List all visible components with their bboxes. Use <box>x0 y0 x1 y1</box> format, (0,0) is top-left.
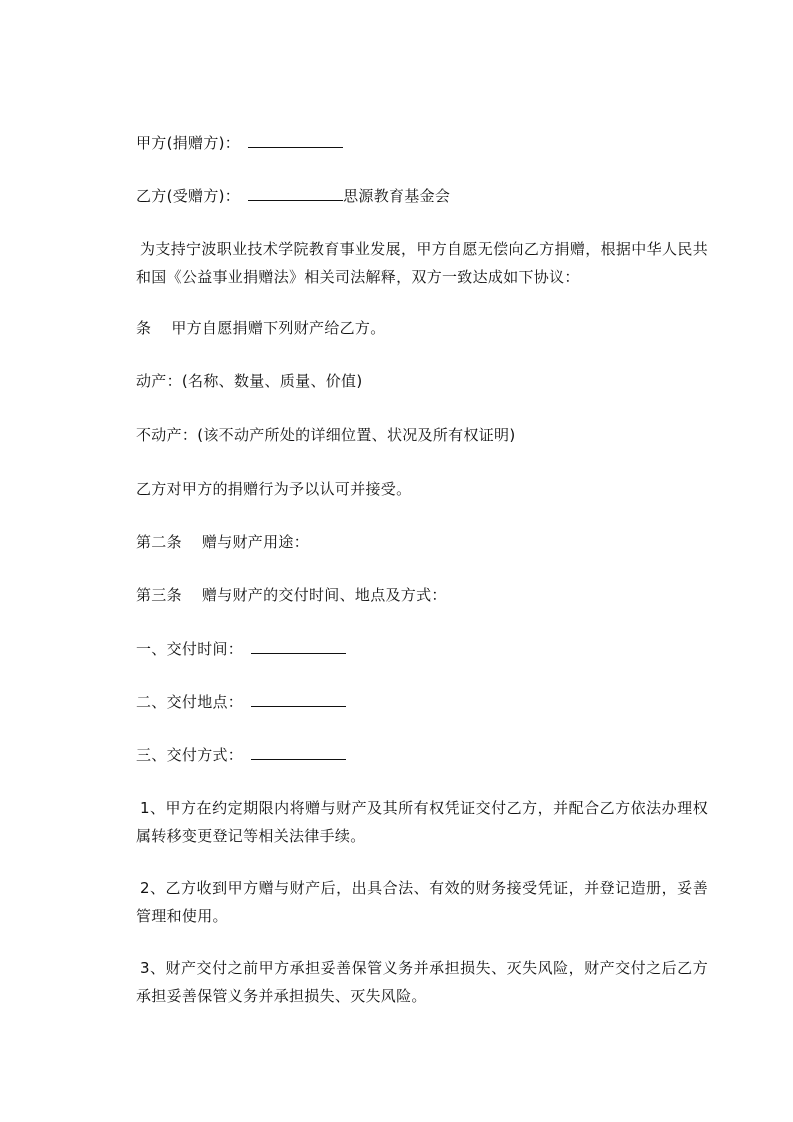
article-3-text: 赠与财产的交付时间、地点及方式： <box>201 586 447 604</box>
clause-1: 1、甲方在约定期限内将赠与财产及其所有权凭证交付乙方，并配合乙方依法办理权属转移变更登记等相关法律手续。 <box>136 799 708 845</box>
delivery-time-line <box>136 639 346 658</box>
article-3-title: 第三条 <box>136 586 182 604</box>
party-b-line <box>136 186 450 205</box>
delivery-method-blank <box>251 745 346 760</box>
delivery-time-label: 一、交付时间： <box>136 640 244 658</box>
delivery-time-blank <box>251 639 346 654</box>
party-b-blank <box>248 186 343 201</box>
clause-2: 2、乙方收到甲方赠与财产后，出具合法、有效的财务接受凭证，并登记造册，妥善管理和使用。 <box>136 879 708 925</box>
article-2-title: 第二条 <box>136 533 182 551</box>
delivery-place-blank <box>251 692 346 707</box>
clause-3: 3、财产交付之前甲方承担妥善保管义务并承担损失、灭失风险，财产交付之后乙方承担妥善保管义务并承担损失、灭失风险。 <box>136 959 708 1005</box>
movable-property: 动产：(名称、数量、质量、价值) <box>136 372 363 390</box>
article-1-text: 甲方自愿捐赠下列财产给乙方。 <box>171 319 386 337</box>
immovable-property: 不动产：(该不动产所处的详细位置、状况及所有权证明) <box>136 426 516 444</box>
party-b-name: 思源教育基金会 <box>343 187 451 205</box>
article-3 <box>136 586 447 604</box>
acceptance-statement: 乙方对甲方的捐赠行为予以认可并接受。 <box>136 480 412 498</box>
intro-paragraph: 为支持宁波职业技术学院教育事业发展，甲方自愿无偿向乙方捐赠，根据中华人民共和国《公益事业捐赠法》相关司法解释，双方一致达成如下协议： <box>136 240 708 286</box>
delivery-place-label: 二、交付地点： <box>136 693 244 711</box>
delivery-method-line <box>136 745 346 764</box>
party-b-label: 乙方(受赠方)： <box>136 187 241 205</box>
party-a-blank <box>248 133 343 148</box>
article-2 <box>136 533 309 551</box>
delivery-place-line <box>136 692 346 711</box>
delivery-method-label: 三、交付方式： <box>136 746 244 764</box>
party-a-line <box>136 133 343 152</box>
party-a-label: 甲方(捐赠方)： <box>136 134 241 152</box>
article-1-title: 条 <box>136 319 152 337</box>
article-2-text: 赠与财产用途： <box>201 533 310 551</box>
article-1 <box>136 319 386 337</box>
